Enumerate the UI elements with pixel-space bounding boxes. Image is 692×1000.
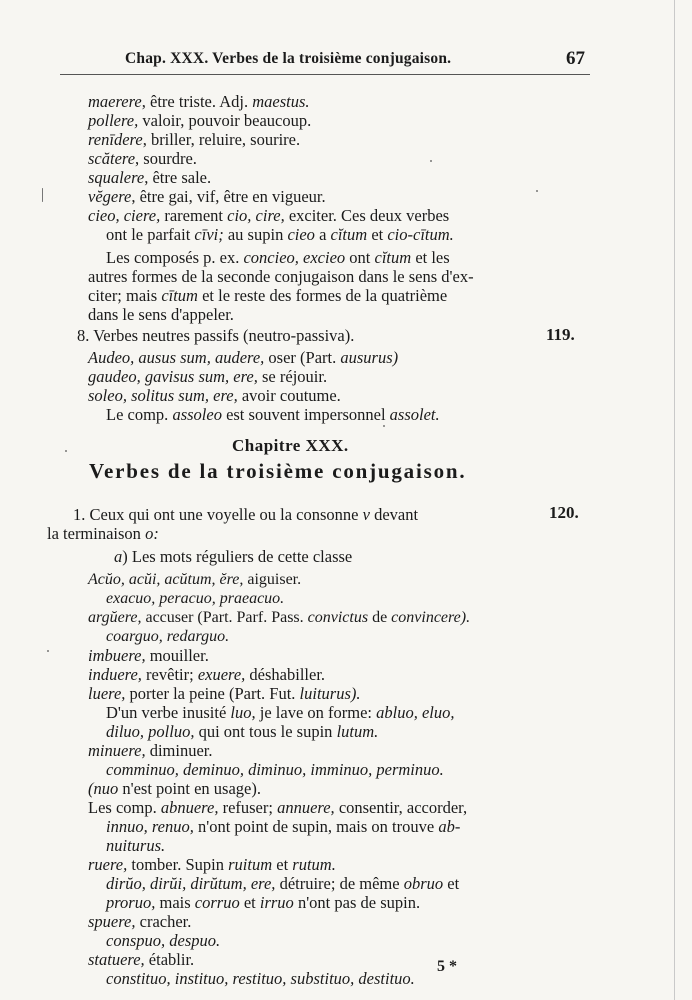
latin-term: corruo (194, 893, 240, 912)
text-run: avoir coutume. (237, 386, 341, 405)
latin-term: Audeo, ausus sum, audere, (88, 348, 265, 367)
scan-mark (42, 188, 43, 202)
latin-term: luo, (230, 703, 256, 722)
text-run: a (314, 225, 331, 244)
text-run: valoir, pouvoir beaucoup. (138, 111, 312, 130)
latin-term: spuere, (88, 912, 136, 931)
latin-term: ausurus) (340, 348, 399, 367)
latin-term: nuiturus. (106, 836, 166, 855)
scan-speck (65, 450, 67, 452)
latin-term: conspuo, despuo. (106, 931, 221, 950)
text-run: consentir, accorder, (334, 798, 468, 817)
latin-term: luiturus). (299, 684, 361, 703)
latin-term: assoleo (172, 405, 222, 424)
text-line (88, 367, 327, 387)
text-line (106, 931, 220, 951)
text-run: , être triste. Adj. (141, 92, 253, 111)
text-run: ont le parfait (106, 225, 195, 244)
scan-speck (430, 160, 432, 162)
chapter-label: Chapitre XXX. (232, 436, 349, 455)
text-run: oser (Part. (264, 348, 341, 367)
latin-term: (nuo (88, 779, 119, 798)
text-run: , sourdre. (135, 149, 197, 168)
text-line (88, 348, 398, 368)
latin-term: v (362, 505, 370, 524)
latin-term: cio, cire, (227, 206, 285, 225)
text-run: la terminaison (47, 524, 146, 543)
text-run: et (239, 893, 260, 912)
latin-term: comminuo, deminuo, diminuo, imminuo, perminuo. (106, 760, 444, 779)
text-run: et (272, 855, 293, 874)
margin-number-120: 120. (549, 503, 579, 522)
latin-term: cĭtum (330, 225, 368, 244)
latin-term: maerere (88, 92, 142, 111)
latin-term: exacuo, peracuo, praeacuo. (106, 590, 285, 607)
text-line (88, 168, 211, 188)
text-run: dans le sens d'appeler. (88, 305, 234, 324)
latin-term: imbuere, (88, 646, 146, 665)
text-run: 8. Verbes neutres passifs (neutro-passiva). (77, 326, 355, 345)
text-line (106, 969, 415, 989)
text-line (106, 874, 459, 894)
text-run: mais (155, 893, 195, 912)
text-run: 1. Ceux qui ont une voyelle ou la consonne (73, 505, 363, 524)
chapter-title: Verbes de la troisième conjugaison. (89, 459, 467, 483)
text-line (88, 386, 341, 406)
latin-term: induere, (88, 665, 142, 684)
latin-term: proruo, (106, 893, 156, 912)
text-line (106, 817, 460, 837)
latin-term: innuo, renuo, (106, 817, 194, 836)
text-run: de (368, 609, 392, 626)
text-run: je lave on forme: (255, 703, 377, 722)
text-run: ont (345, 248, 375, 267)
latin-term: irruo (259, 893, 294, 912)
text-run: exciter. Ces deux verbes (284, 206, 450, 225)
text-line (114, 547, 352, 567)
text-run: , briller, reluire, sourire. (142, 130, 301, 149)
latin-term: renīdere (88, 130, 143, 149)
text-line (88, 130, 300, 150)
latin-term: abluo, eluo, (376, 703, 455, 722)
text-line (88, 608, 470, 628)
text-run: établir. (144, 950, 195, 969)
text-run: se réjouir. (257, 367, 328, 386)
text-run: et le reste des formes de la quatrième (197, 286, 448, 305)
text-run: Les composés p. ex. (106, 248, 244, 267)
latin-term: cīvi; (194, 225, 224, 244)
text-line (106, 248, 450, 268)
latin-term: squalere (88, 168, 145, 187)
text-line (88, 779, 261, 799)
text-line (88, 305, 234, 325)
latin-term: maestus. (252, 92, 310, 111)
latin-term: ruere, (88, 855, 128, 874)
text-run: mouiller. (145, 646, 209, 665)
text-run: D'un verbe inusité (106, 703, 231, 722)
latin-term: concieo, excieo (243, 248, 346, 267)
text-line (88, 92, 310, 112)
latin-term: cieo (287, 225, 315, 244)
text-run: autres formes de la seconde conjugaison dans le sens d'ex- (88, 267, 474, 286)
text-run: et les (411, 248, 450, 267)
latin-term: ab- (438, 817, 461, 836)
text-line (88, 741, 213, 761)
signature-mark: 5 * (437, 958, 457, 975)
text-run: n'ont pas de supin. (293, 893, 421, 912)
text-line (47, 524, 159, 544)
text-line (106, 703, 455, 723)
latin-term: luere, (88, 684, 126, 703)
text-line (88, 286, 447, 306)
latin-term: cio-cītum. (387, 225, 454, 244)
text-line (106, 893, 420, 913)
page-edge (674, 0, 675, 1000)
text-line (106, 405, 440, 425)
latin-term: convictus (307, 609, 369, 626)
latin-term: scătere (88, 149, 136, 168)
latin-term: constituo, instituo, restituo, substituo, destituo. (106, 969, 415, 988)
latin-term: abnuere, (160, 798, 219, 817)
text-line (88, 111, 311, 131)
text-run: tomber. Supin (127, 855, 229, 874)
header-rule (60, 74, 590, 75)
latin-term: exuere, (197, 665, 246, 684)
latin-term: cieo, ciere, (88, 206, 161, 225)
text-run: refuser; (218, 798, 278, 817)
text-line (77, 326, 354, 346)
text-run: accuser (Part. Parf. Pass. (141, 609, 308, 626)
text-line (106, 589, 284, 609)
latin-term: o: (145, 524, 159, 543)
text-run: , être sale. (144, 168, 212, 187)
text-line (88, 665, 325, 685)
text-line (88, 646, 209, 666)
text-run: et (367, 225, 388, 244)
latin-term: statuere, (88, 950, 145, 969)
latin-term: vĕgere (88, 187, 132, 206)
latin-term: Acŭo, acŭi, acŭtum, ĕre, (88, 571, 244, 588)
text-line (106, 722, 378, 742)
latin-term: a (114, 547, 123, 566)
text-run: citer; mais (88, 286, 162, 305)
text-run: et (443, 874, 460, 893)
latin-term: dirŭo, dirŭi, dirŭtum, ere, (106, 874, 276, 893)
latin-term: ruitum (228, 855, 273, 874)
latin-term: obruo (403, 874, 444, 893)
text-run: est souvent impersonnel (221, 405, 390, 424)
text-line (88, 570, 301, 590)
page-number: 67 (566, 48, 585, 69)
margin-number-119: 119. (546, 325, 575, 344)
text-run: déshabiller. (245, 665, 326, 684)
latin-term: argŭere, (88, 609, 142, 626)
latin-term: coarguo, redarguo. (106, 628, 230, 645)
text-line (73, 505, 418, 525)
text-run: diminuer. (145, 741, 213, 760)
latin-term: soleo, solitus sum, ere, (88, 386, 238, 405)
text-line (88, 149, 197, 169)
latin-term: gaudeo, gavisus sum, ere, (88, 367, 258, 386)
text-line (88, 950, 194, 970)
header-title: Chap. XXX. Verbes de la troisième conjugaison. (125, 50, 452, 67)
text-line (106, 836, 165, 856)
text-run: au supin (223, 225, 288, 244)
text-run: revêtir; (141, 665, 198, 684)
text-run: porter la peine (Part. Fut. (125, 684, 300, 703)
text-line (88, 206, 449, 226)
text-run: Le comp. (106, 405, 173, 424)
latin-term: pollere, (88, 111, 139, 130)
text-run: rarement (160, 206, 228, 225)
text-run: n'est point en usage). (118, 779, 261, 798)
text-run: aiguiser. (243, 571, 302, 588)
text-line (106, 627, 229, 647)
text-run: détruire; de même (275, 874, 404, 893)
scan-speck (383, 425, 385, 427)
text-line (88, 684, 361, 704)
latin-term: rutum. (292, 855, 336, 874)
text-run: , être gai, vif, être en vigueur. (131, 187, 326, 206)
text-line (88, 798, 467, 818)
running-header (60, 50, 590, 72)
latin-term: lutum. (336, 722, 379, 741)
text-line (88, 267, 474, 287)
text-run: ) Les mots réguliers de cette classe (122, 547, 353, 566)
scan-speck (47, 650, 49, 652)
latin-term: convincere). (391, 609, 471, 626)
text-line (88, 855, 336, 875)
text-run: qui ont tous le supin (194, 722, 337, 741)
text-run: cracher. (135, 912, 192, 931)
text-run: n'ont point de supin, mais on trouve (193, 817, 439, 836)
text-line (88, 187, 326, 207)
latin-term: cītum (161, 286, 198, 305)
latin-term: diluo, polluo, (106, 722, 195, 741)
scan-speck (536, 190, 538, 192)
latin-term: annuere, (277, 798, 335, 817)
latin-term: cĭtum (374, 248, 412, 267)
text-line (88, 912, 191, 932)
latin-term: minuere, (88, 741, 146, 760)
text-run: devant (369, 505, 419, 524)
text-line (106, 225, 454, 245)
latin-term: assolet. (389, 405, 440, 424)
text-line (106, 760, 444, 780)
text-run: Les comp. (88, 798, 161, 817)
